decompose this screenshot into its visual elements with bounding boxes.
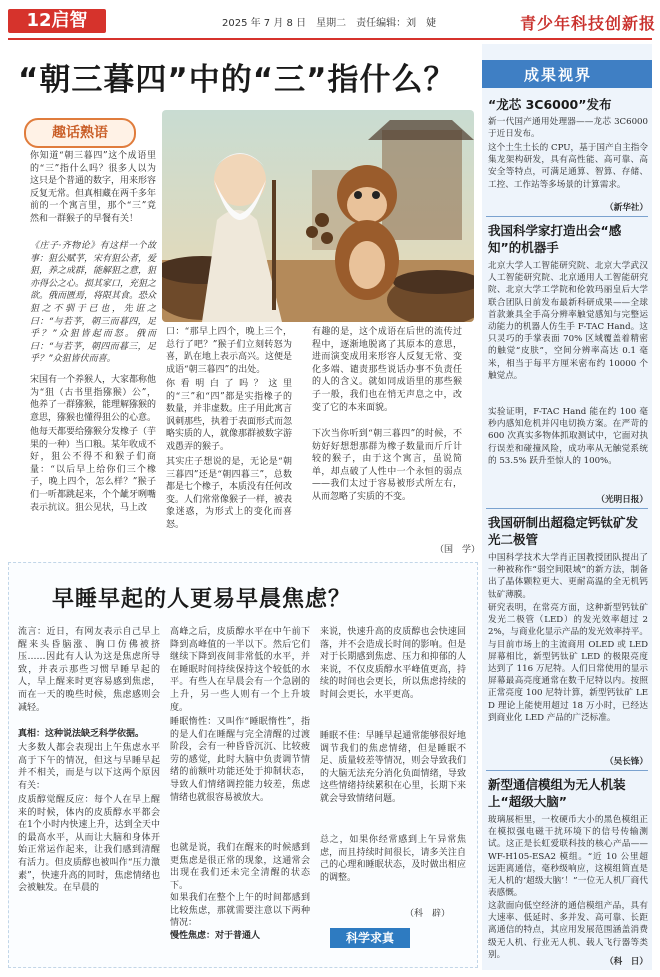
sidebar-banner-label: 成果视界 [524, 66, 593, 84]
article2-byline: （科 辟） [404, 909, 450, 919]
sidebar-divider [486, 216, 648, 217]
article2-para: 高峰之后，皮质醇水平在中午前下降到高峰值的一半以下。然后它们继续下降到夜间非常低的水平，并在睡眠时间持续保持这个较低的水平。有些人在早晨会有一个急剧的上升，另一些人则有一个上升坡度。 [170, 627, 310, 713]
sidebar-item-text: 中国科学技术大学肖正国教授团队提出了一种被称作“弱空间限域”的新方法，制备出了晶体颗粒更大、更耐高温的全无机钙钛矿薄膜。 [488, 553, 648, 600]
article2-para: 如果我们在整个上午的时间都感到比较焦虑，那就需要注意以下两种情况： [170, 893, 310, 929]
article2-para: 睡眠不佳：早睡早起通常能够很好地调节我们的焦虑情绪，但是睡眠不足、质量较差等情况，则会导致我们的大脑无法充分消化负面情绪，导致这些情绪持续累积在心里，长期下来就会导致情绪问题。 [320, 731, 466, 804]
sidebar-item-title: 新型通信模组为无人机装上“超级大脑” [488, 777, 626, 809]
sidebar-item-text: 这款面向低空经济的通信模组产品，具有大速率、低延时、多并发、高可靠、长距离通信的特点，其应用发展范围涵盖消费级无人机、行业无人机、载人飞行器等类别。 [488, 901, 648, 960]
sidebar-item-byline: （吴长锋） [605, 757, 648, 767]
article2-para: 慢性焦虑：对于普通人 [170, 931, 261, 941]
article1-para: 其实庄子想说的是，无论是“朝三暮四”还是“朝四暮三”，总数都是七个橡子，本质没有任何改变。人们常常像猴子一样，被表象迷惑，为形式上的变化而喜怒。 [166, 457, 293, 530]
article1-para: 有趣的是，这个成语在后世的流传过程中，逐渐地脱离了其原本的意思，进而演变成用来形容人反复无常、变化多端、谴责那些说话办事不负责任的人的含义。就如同成语里的那些猴子一般，我们也在悄无声息之中，改变了它的本来面貌。 [312, 327, 462, 413]
article1-quote: 《庄子·齐物论》有这样一个故事：狙公赋芧，宋有狙公者，爱狙，养之成群，能解狙之意，狙亦得公之心。损其家口，充狙之欲。俄而匮焉，将限其食。恐众狙之不驯于已也，先诳之曰：“与若芧，朝三而暮四，足乎？”众狙皆起而怒。俄而曰：“与若芧，朝四而暮三，足乎？”众狙皆伏而喜。 [30, 241, 157, 365]
article1-para: 你看明白了吗？这里的“三”和“四”都是实指橡子的数量，并非虚数。庄子用此寓言讽刺那些，执着于表面形式而忽略实质的人，就像那群被数字游戏愚弄的猴子。 [166, 379, 293, 452]
sidebar-item-title: 我国研制出超稳定钙钛矿发光二极管 [488, 515, 639, 547]
article2-para: 也就是说，我们在醒来的时候感到更焦虑是很正常的现象，这通常会出现在我们还未完全清醒的状态下。 [170, 843, 310, 891]
article2-rumor: 流言：近日，有网友表示自己早上醒来头昏脑涨、胸口仿佛被挤压……因此有人认为这是焦虑所导致，并表示那些习惯早睡早起的人，早上醒来时更容易感到焦虑，而在一天的晚些时候，焦虑感则会减轻。 [18, 627, 160, 713]
illustration-monkey-and-keeper [162, 110, 474, 322]
article2-para: 总之，如果你经常感到上午异常焦虑，而且持续时间很长，请多关注自己的心理和睡眠状态，及时做出相应的调整。 [320, 835, 466, 883]
header-rule [8, 38, 652, 40]
article2-para: 大多数人都会表现出上午焦虑水平高于下午的情况，但这与早睡早起并不相关，而是与以下这两个原因有关： [18, 743, 160, 791]
article1-para: 口：“那早上四个，晚上三个，总行了吧？”猴子们立刻转怒为喜，趴在地上表示高兴。这便是成语“朝三暮四”的出处。 [166, 327, 293, 375]
article2-para: 皮质醇觉醒反应：每个人在早上醒来的时候，体内的皮质醇水平都会在1个小时内快速上升，达到全天中的最高水平，从而让大脑和身体开始正常运作起来，让我们感到清醒有活力。但皮质醇也被叫作“压力激素”，快速升高的同时，焦虑情绪也会被触发。在早晨的 [18, 795, 160, 894]
sidebar-item-byline: （科 日） [605, 957, 648, 967]
illustration-svg [162, 110, 474, 322]
sidebar-item-text: 研究表明，在常亮方面，这种新型钙钛矿发光二极管（LED）的发光效率超过 22%，与商业化显示产品的发光效率持平。与目前市场上的主流商用 OLED 或 LED 屏幕相比，新型钙钛矿 LED 的极限亮度达到了 116 万尼特。人们日常使用的显示屏幕最高亮度通常在数千尼特以内。按照正常亮度 100 尼特计算，新型钙钛矿 LED 理论上能使用超过 18 万小时，已经达到商业化 LED 产品的广泛标准。 [488, 603, 648, 723]
science-tag: 科学求真 [330, 928, 410, 948]
article2-para: 睡眠惰性：又叫作“睡眠惰性”，指的是人们在睡醒与完全清醒的过渡阶段，会有一种昏昏沉沉、比较疲劳的感觉，此时大脑中负责调节情绪的前额叶功能还处于抑制状态，导致人们情绪调控能力较差，焦虑情绪也就很容易被放大。 [170, 717, 310, 803]
sidebar-item-text: 这个土生土长的 CPU，基于国产自主指令集龙架构研发，具有高性能、高可靠、高安全等特点，可满足通算、智算、存储、工控、工作站等多场景的计算需求。 [488, 143, 648, 190]
article2-title: 早睡早起的人更易早晨焦虑？ [52, 587, 352, 612]
sidebar-banner [482, 60, 652, 88]
page-number-label: 12启智 [8, 9, 106, 33]
article1-para: 宋国有一个养猴人，大家都称他为“狙（古书里指猕猴）公”，他养了一群猕猴，能理解猕猴的意思，猕猴也懂得狙公的心意。 [30, 375, 157, 423]
sidebar-item-text: 玻璃展柜里，一枚硬币大小的黑色模组正在模拟强电磁干扰环境下的信号传输测试。这正是长虹爱联科技的核心产品——WF-H105-ESA2 模组。“近 10 公里超远距离通信，毫秒级响应，这模组简直是无人机的‘超级大脑’！”一位无人机厂商代表感慨。 [488, 815, 648, 899]
sidebar-item-text: 新一代国产通用处理器——龙芯 3C6000 于近日发布。 [488, 117, 648, 140]
date-editor-line: 2025 年 7 月 8 日 星期二 责任编辑：刘 婕 [222, 18, 437, 29]
sidebar-divider [486, 770, 648, 771]
article2-para: 来说，快速升高的皮质醇也会快速回落，并不会造成长时间的影响。但是对于长期感到焦虑、压力和抑郁的人来说，不仅皮质醇水平峰值更高，持续的时间也会更长，所以焦虑持续的时间会更长，水平更高。 [320, 627, 466, 700]
sidebar-item-title: 我国科学家打造出会“感知”的机器手 [488, 223, 622, 255]
newspaper-brand: 青少年科技创新报 [520, 14, 657, 33]
article-title: “朝三暮四”中的“三”指什么？ [18, 62, 456, 98]
article1-para: 他每天都要给猕猴分发橡子（芋果的一种）当口粮。某年收成不好，狙公不得不和猴子们商量：“以后早上给你们三个橡子，晚上四个，怎么样？”猴子们一听都跳起来，个个龇牙咧嘴表示抗议。狙公见状，马上改 [30, 427, 157, 513]
sidebar-item-byline: （新华社） [605, 203, 648, 213]
article1-para: 下次当你听到“朝三暮四”的时候，不妨好好想想那群为橡子数量而斤斤计较的猴子，由于这个寓言，虽说简单，却点破了人性中一个永恒的弱点——我们太过于容易被形式所左右，从而忽略了实质的不变。 [312, 429, 462, 502]
column-tag: 趣话熟语 [24, 118, 136, 148]
sidebar-divider [486, 508, 648, 509]
sidebar-item-text: 北京大学人工智能研究院、北京大学武汉人工智能研究院、北京通用人工智能研究院、北京大学工学院和伦敦玛丽皇后大学联合团队日前发布最新科研成果——全球首款兼具全手高分辨率触觉感知与完整运动能力的机器人仿生手 F-TAC Hand。这只灵巧的手掌表面 70% 区域覆盖着精密的触觉“皮肤”，空间分辨率高达 0.1 毫米，相当于每平方厘米密布约 10000 个触觉点。 [488, 261, 648, 381]
sidebar-item-byline: （光明日报） [596, 495, 648, 505]
sidebar-item-text: 实验证明，F-TAC Hand 能在约 100 毫秒内感知危机并闪电切换方案。在严苛的 600 次真实多物体抓取测试中，它面对执行误差和碰撞风险，成功率从无触觉系统的 53.5% 跃升至惊人的 100%。 [488, 407, 648, 466]
article2-truth: 真相：这种说法缺乏科学依据。 [18, 729, 145, 739]
article1-byline: （国 学） [434, 545, 480, 555]
article1-intro: 你知道“朝三暮四”这个成语里的“三”指什么吗？很多人以为这只是个普通的数字，用来形容反复无常。但真相藏在两千多年前的一个寓言里，那个“三”竟然和一群猴子的早餐有关！ [30, 151, 157, 224]
sidebar-item-title: “龙芯 3C6000”发布 [488, 97, 612, 112]
